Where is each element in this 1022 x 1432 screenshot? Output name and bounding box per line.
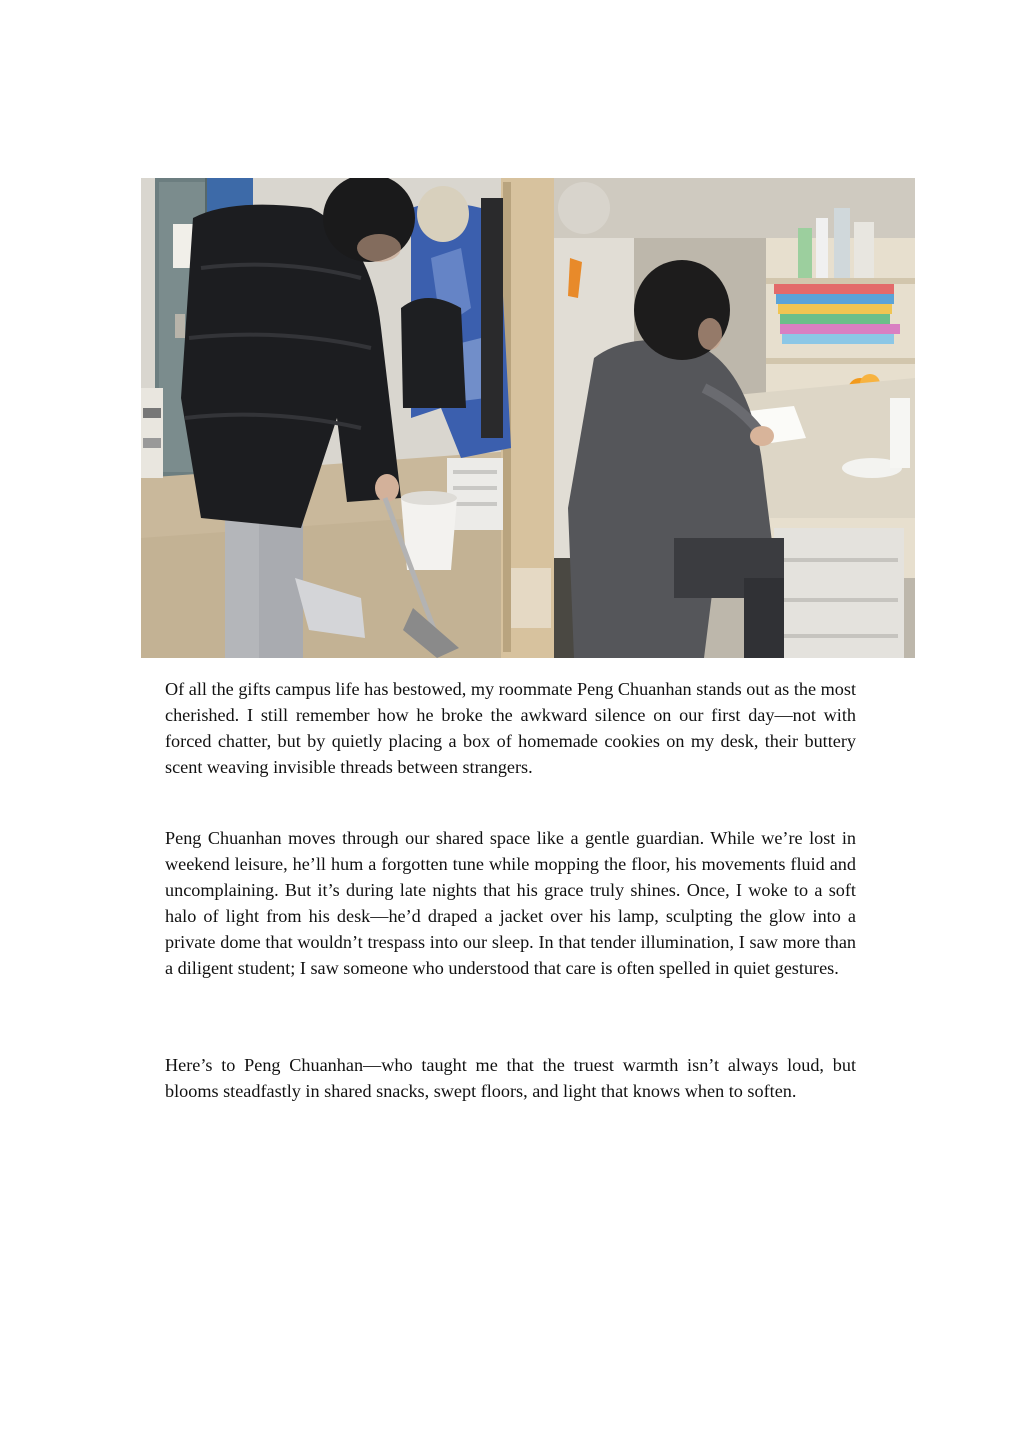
photo-sweeping	[141, 178, 554, 658]
sweeping-scene	[141, 178, 554, 658]
photo-studying	[554, 178, 915, 658]
paragraph-1: Of all the gifts campus life has bestowed, my roommate Peng Chuanhan stands out as the most cherished. I still remember how he broke the awkward silence on our first day—not with forced chatter, but by quietly placing a box of homemade cookies on my desk, their buttery scent weaving invisible threads between strangers.	[165, 679, 856, 777]
photo-collage	[141, 178, 915, 658]
paragraph-3: Here’s to Peng Chuanhan—who taught me that the truest warmth isn’t always loud, but blooms steadfastly in shared snacks, swept floors, and light that knows when to soften.	[165, 1055, 856, 1101]
paragraph-2: Peng Chuanhan moves through our shared space like a gentle guardian. While we’re lost in weekend leisure, he’ll hum a forgotten tune while mopping the floor, his movements fluid and uncomplaining. But it’s during late nights that his grace truly shines. Once, I woke to a soft halo of light from his desk—he’d draped a jacket over his lamp, sculpting the glow into a private dome that wouldn’t trespass into our sleep. In that tender illumination, I saw more than a diligent student; I saw someone who understood that care is often spelled in quiet gestures.	[165, 828, 856, 978]
studying-scene	[554, 178, 915, 658]
